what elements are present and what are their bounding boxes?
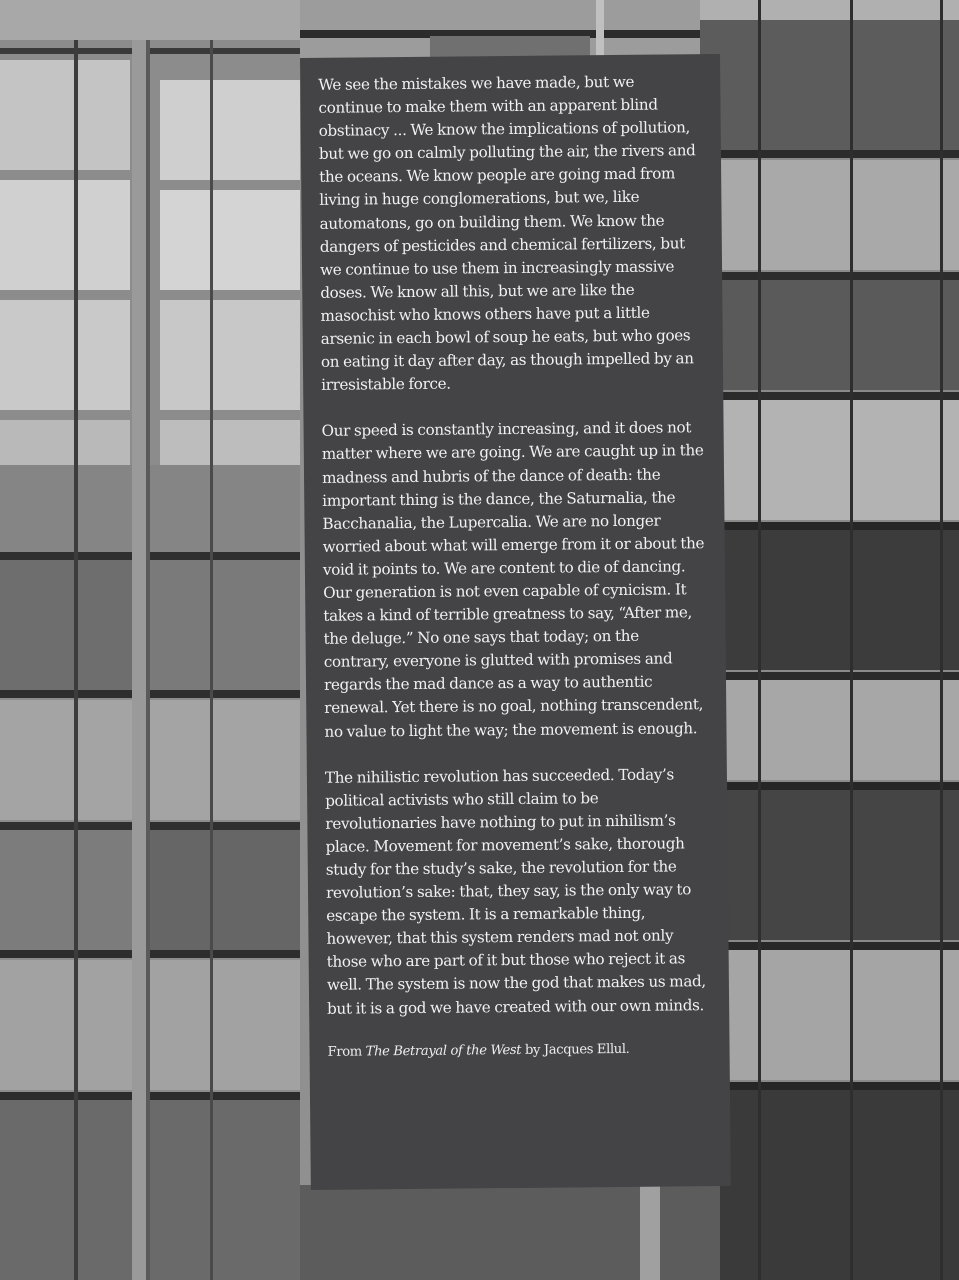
attribution-prefix: From <box>327 1044 366 1060</box>
attribution-author: by Jacques Ellul. <box>521 1041 630 1058</box>
left-tower <box>0 0 300 1280</box>
right-tower <box>700 0 959 1280</box>
book-title: The Betrayal of the West <box>365 1042 522 1060</box>
quote-paragraph: We see the mistakes we have made, but we continue to make them with an apparent blind obstinacy ... We know the implications of pollution, but we go on calmly polluting the air, the rivers and the oceans. We know people are going mad from living in huge conglomerations, but we, like automatons, go on building them. We know the dangers of pesticides and chemical fertilizers, but we continue to use them in increasingly massive doses. We know all this, but we are like the masochist who knows others have put a little arsenic in each bowl of soup he eats, but who goes on eating it day after day, as though impelled by an irresistable force. <box>318 72 696 395</box>
quote-paragraph: Our speed is constantly increasing, and it does not matter where we are going. We are caught up in the madness and hubris of the dance of death: the important thing is the dance, the Saturnalia, the Bacchanalia, the Lupercalia. We are no longer worried about what will emerge from it or about the void it points to. We are content to die of dancing. Our generation is not even capable of cynicism. It takes a kind of terrible greatness to say, “After me, the deluge.” No one says that today; on the contrary, everyone is glutted with promises and regards the mad dance as a way to authentic renewal. Yet there is no goal, nothing transcendent, no value to light the way; the movement is enough. <box>321 418 705 741</box>
quote-paragraph: The nihilistic revolution has succeeded. Today’s political activists who still claim to be revolutionaries have nothing to put in nihilism’s place. Movement for movement’s sake, thorough study for the study’s sake, the revolution for the revolution’s sake: that, they say, is the only way to escape the system. It is a remarkable thing, however, that this system renders mad not only those who are part of it but those who reject it as well. The system is now the god that makes us mad, but it is a god we have created with our own minds. <box>324 765 706 1018</box>
quote-panel <box>300 54 731 1190</box>
source-attribution <box>327 1040 709 1062</box>
